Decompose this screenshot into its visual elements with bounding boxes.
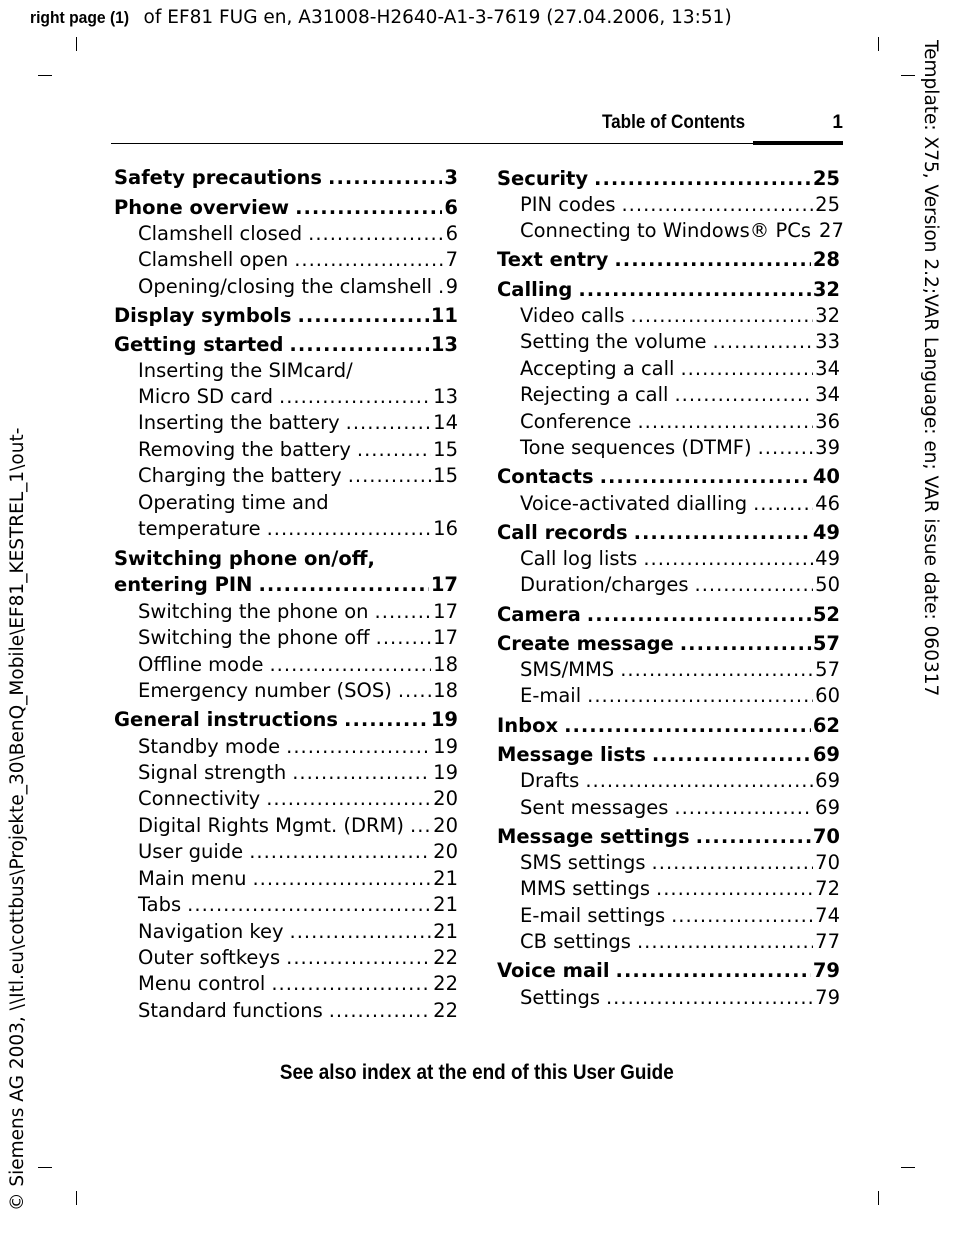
toc-entry-page: 57 — [815, 658, 840, 681]
toc-entry[interactable] — [138, 222, 458, 246]
toc-entry-page: 72 — [815, 877, 840, 900]
toc-entry-title: Signal strength — [138, 761, 287, 784]
toc-entry-title: Removing the battery — [138, 438, 351, 461]
toc-leader-dots — [357, 438, 431, 462]
toc-entry-title: Switching the phone on — [138, 600, 369, 623]
toc-entry-title: Message settings — [497, 825, 690, 848]
toc-entry-title: MMS settings — [520, 877, 650, 900]
toc-entry-title: Camera — [497, 603, 581, 626]
print-header-info: of EF81 FUG en, A31008-H2640-A1-3-7619 (27.04.2006, 13:51) — [137, 7, 732, 28]
toc-leader-dots — [564, 714, 811, 738]
toc-leader-dots — [252, 867, 431, 891]
toc-entry[interactable] — [520, 904, 840, 928]
toc-entry-page: 19 — [433, 735, 458, 758]
toc-entry[interactable] — [114, 708, 458, 732]
toc-entry-title: Opening/closing the clamshell — [138, 275, 433, 298]
toc-entry-page: 57 — [812, 632, 840, 655]
toc-entry[interactable] — [520, 796, 840, 820]
toc-entry-page: 69 — [815, 796, 840, 819]
toc-entry-title: SMS settings — [520, 851, 646, 874]
toc-entry-title: Conference — [520, 410, 632, 433]
toc-entry-page: 13 — [430, 333, 458, 356]
toc-leader-dots — [344, 708, 429, 732]
crop-mark — [901, 1167, 915, 1168]
toc-leader-dots — [652, 743, 811, 767]
copyright-path: © Siemens AG 2003, \\Itl.eu\cottbus\Projekte_30\BenQ_Mobile\EF81_KESTREL_1\out- — [7, 427, 28, 1211]
toc-entry-title: temperature — [138, 517, 261, 540]
toc-entry-title: Display symbols — [114, 304, 292, 327]
toc-entry[interactable] — [497, 603, 840, 627]
toc-entry-title: Operating time and — [138, 491, 329, 514]
toc-entry[interactable] — [497, 959, 840, 983]
toc-leader-dots — [614, 248, 810, 272]
toc-entry[interactable] — [138, 385, 458, 409]
toc-entry-title: Call log lists — [520, 547, 638, 570]
toc-entry[interactable] — [114, 166, 458, 190]
toc-leader-dots — [631, 304, 814, 328]
toc-entry-title: Video calls — [520, 304, 625, 327]
toc-entry-page: 33 — [815, 330, 840, 353]
toc-entry-title: Switching phone on/off, — [114, 547, 375, 570]
toc-leader-dots — [286, 735, 431, 759]
toc-entry-page: 28 — [812, 248, 840, 271]
toc-entry[interactable] — [138, 600, 458, 624]
toc-entry-page: 11 — [430, 304, 458, 327]
toc-entry-page: 22 — [433, 972, 458, 995]
toc-entry[interactable] — [520, 492, 840, 516]
toc-leader-dots — [674, 383, 813, 407]
toc-entry[interactable] — [138, 248, 458, 272]
toc-entry-title: Duration/charges — [520, 573, 689, 596]
toc-leader-dots — [346, 411, 432, 435]
toc-entry — [114, 547, 434, 571]
toc-entry-page: 52 — [812, 603, 840, 626]
toc-entry-title: Sent messages — [520, 796, 669, 819]
toc-entry-page: 49 — [815, 547, 840, 570]
toc-entry[interactable] — [114, 573, 458, 597]
toc-leader-dots — [620, 658, 813, 682]
toc-entry-title: SMS/MMS — [520, 658, 615, 681]
toc-leader-dots — [279, 385, 431, 409]
toc-entry-page: 79 — [815, 986, 840, 1009]
toc-entry-page: 17 — [433, 626, 458, 649]
toc-entry[interactable] — [497, 743, 840, 767]
toc-entry[interactable] — [138, 679, 458, 703]
toc-entry[interactable] — [138, 464, 458, 488]
toc-entry[interactable] — [114, 333, 458, 357]
toc-entry-title: E-mail settings — [520, 904, 666, 927]
toc-leader-dots — [249, 840, 431, 864]
toc-leader-dots — [587, 603, 811, 627]
toc-entry-page: 17 — [430, 573, 458, 596]
toc-entry[interactable] — [520, 851, 840, 875]
toc-leader-dots — [376, 626, 432, 650]
toc-entry-title: Settings — [520, 986, 600, 1009]
toc-entry-page: 69 — [812, 743, 840, 766]
toc-entry-page: 27 — [819, 219, 844, 242]
template-info: Template: X75, Version 2.2;VAR Language: en; VAR issue date: 060317 — [920, 40, 941, 697]
toc-entry-title: Inserting the SIMcard/ — [138, 359, 353, 382]
index-note-text: See also index at the end of this User Guide — [280, 1061, 674, 1084]
crop-mark — [901, 75, 915, 76]
toc-entry[interactable] — [520, 304, 840, 328]
toc-entry-title: Rejecting a call — [520, 383, 669, 406]
toc-entry-page: 21 — [433, 867, 458, 890]
toc-entry-page: 19 — [433, 761, 458, 784]
toc-entry-page: 15 — [433, 438, 458, 461]
toc-entry-title: Drafts — [520, 769, 580, 792]
toc-entry-page: 77 — [815, 930, 840, 953]
toc-entry-title: Offline mode — [138, 653, 264, 676]
toc-entry-title: Tabs — [138, 893, 182, 916]
toc-leader-dots — [348, 464, 431, 488]
toc-leader-dots — [643, 547, 813, 571]
toc-entry[interactable] — [114, 196, 458, 220]
toc-entry-page: 22 — [433, 999, 458, 1022]
toc-leader-dots — [696, 825, 811, 849]
toc-leader-dots — [695, 573, 814, 597]
toc-entry[interactable] — [520, 547, 840, 571]
toc-entry[interactable] — [520, 383, 840, 407]
toc-leader-dots — [329, 999, 431, 1023]
toc-entry-page: 21 — [433, 920, 458, 943]
toc-entry-page: 25 — [812, 167, 840, 190]
toc-entry-title: E-mail — [520, 684, 582, 707]
toc-entry-title: Switching the phone off — [138, 626, 370, 649]
toc-entry[interactable] — [520, 986, 840, 1010]
crop-mark — [38, 75, 52, 76]
toc-entry-page: 74 — [815, 904, 840, 927]
toc-leader-dots — [712, 330, 813, 354]
toc-entry[interactable] — [497, 714, 840, 738]
toc-entry-page: 34 — [815, 357, 840, 380]
toc-entry-title: Connecting to Windows® PCs — [520, 219, 812, 242]
toc-entry-title: Text entry — [497, 248, 609, 271]
toc-entry-page: 18 — [433, 679, 458, 702]
toc-entry-title: Digital Rights Mgmt. (DRM) — [138, 814, 404, 837]
toc-leader-dots — [671, 904, 813, 928]
crop-mark — [76, 1191, 77, 1205]
toc-entry[interactable] — [497, 825, 840, 849]
toc-entry-title: entering PIN — [114, 573, 253, 596]
toc-entry-page: 9 — [445, 275, 458, 298]
toc-leader-dots — [621, 193, 813, 217]
toc-entry[interactable] — [520, 219, 844, 243]
toc-entry-page: 20 — [433, 814, 458, 837]
toc-leader-dots — [297, 304, 428, 328]
toc-entry-title: Setting the volume — [520, 330, 707, 353]
toc-entry-title: CB settings — [520, 930, 631, 953]
toc-entry-title: Create message — [497, 632, 674, 655]
toc-entry[interactable] — [520, 573, 840, 597]
toc-entry[interactable] — [138, 867, 458, 891]
toc-leader-dots — [258, 573, 428, 597]
toc-entry[interactable] — [114, 304, 458, 328]
toc-entry-title: Phone overview — [114, 196, 290, 219]
toc-entry[interactable] — [520, 410, 840, 434]
toc-entry-title: Clamshell open — [138, 248, 289, 271]
toc-entry[interactable] — [138, 972, 458, 996]
toc-entry-page: 19 — [430, 708, 458, 731]
toc-entry-page: 20 — [433, 840, 458, 863]
toc-leader-dots — [594, 167, 811, 191]
toc-entry-page: 21 — [433, 893, 458, 916]
toc-entry-page: 17 — [433, 600, 458, 623]
toc-entry[interactable] — [520, 330, 840, 354]
page-number: 1 — [832, 112, 843, 133]
crop-mark — [76, 37, 77, 51]
toc-entry-title: Outer softkeys — [138, 946, 281, 969]
toc-entry-title: Emergency number (SOS) — [138, 679, 392, 702]
toc-entry-page: 3 — [444, 166, 458, 189]
crop-mark — [878, 1191, 879, 1205]
toc-entry-page: 32 — [812, 278, 840, 301]
toc-leader-dots — [438, 275, 444, 299]
toc-leader-dots — [753, 492, 813, 516]
crop-mark — [38, 1167, 52, 1168]
toc-leader-dots — [290, 920, 432, 944]
toc-entry[interactable] — [497, 632, 840, 656]
toc-leader-dots — [328, 166, 442, 190]
toc-leader-dots — [266, 787, 431, 811]
toc-entry-page: 39 — [815, 436, 840, 459]
toc-entry-title: Voice mail — [497, 959, 610, 982]
toc-entry-page: 6 — [445, 222, 458, 245]
toc-entry-page: 16 — [433, 517, 458, 540]
toc-entry — [138, 359, 458, 383]
toc-leader-dots — [585, 769, 813, 793]
toc-entry[interactable] — [138, 893, 458, 917]
toc-entry-title: Standard functions — [138, 999, 323, 1022]
toc-entry[interactable] — [138, 653, 458, 677]
toc-leader-dots — [600, 465, 811, 489]
toc-leader-dots — [637, 930, 813, 954]
toc-leader-dots — [656, 877, 813, 901]
toc-entry-title: PIN codes — [520, 193, 616, 216]
toc-entry-page: 70 — [812, 825, 840, 848]
toc-entry[interactable] — [520, 658, 840, 682]
toc-entry-page: 14 — [433, 411, 458, 434]
toc-leader-dots — [674, 796, 813, 820]
print-header-page: right page (1) — [30, 8, 130, 27]
toc-entry-page: 60 — [815, 684, 840, 707]
toc-leader-dots — [267, 517, 432, 541]
toc-entry[interactable] — [138, 840, 458, 864]
toc-entry-page: 25 — [815, 193, 840, 216]
toc-entry-title: Accepting a call — [520, 357, 675, 380]
toc-entry[interactable] — [138, 920, 458, 944]
toc-entry[interactable] — [520, 684, 840, 708]
toc-leader-dots — [398, 679, 431, 703]
toc-leader-dots — [578, 278, 810, 302]
toc-entry[interactable] — [138, 626, 458, 650]
toc-entry[interactable] — [138, 999, 458, 1023]
toc-entry-title: Connectivity — [138, 787, 261, 810]
toc-leader-dots — [289, 333, 428, 357]
toc-entry-title: Call records — [497, 521, 628, 544]
section-heading: Table of Contents — [602, 112, 746, 133]
toc-leader-dots — [634, 521, 811, 545]
toc-leader-dots — [606, 986, 813, 1010]
toc-entry-page: 79 — [812, 959, 840, 982]
toc-leader-dots — [294, 248, 443, 272]
toc-entry-page: 6 — [444, 196, 458, 219]
toc-entry-title: Charging the battery — [138, 464, 342, 487]
toc-entry-title: Voice-activated dialling — [520, 492, 748, 515]
toc-leader-dots — [680, 357, 813, 381]
toc-entry-title: Main menu — [138, 867, 247, 890]
toc-entry-page: 49 — [812, 521, 840, 544]
toc-entry[interactable] — [520, 877, 840, 901]
toc-leader-dots — [286, 946, 431, 970]
toc-entry-page: 7 — [445, 248, 458, 271]
toc-entry-page: 36 — [815, 410, 840, 433]
toc-entry — [138, 491, 458, 515]
toc-leader-dots — [271, 972, 431, 996]
toc-entry-title: Inbox — [497, 714, 559, 737]
toc-entry-page: 18 — [433, 653, 458, 676]
toc-entry[interactable] — [138, 946, 458, 970]
toc-entry-title: Clamshell closed — [138, 222, 303, 245]
toc-entry-title: Security — [497, 167, 589, 190]
toc-entry[interactable] — [497, 521, 840, 545]
toc-entry[interactable] — [520, 357, 840, 381]
toc-entry-page: 70 — [815, 851, 840, 874]
toc-entry-page: 20 — [433, 787, 458, 810]
header-rule — [111, 143, 843, 144]
toc-entry[interactable] — [520, 769, 840, 793]
toc-entry-page: 50 — [815, 573, 840, 596]
toc-leader-dots — [269, 653, 431, 677]
index-note — [0, 1061, 954, 1085]
toc-leader-dots — [410, 814, 431, 838]
toc-entry-title: User guide — [138, 840, 244, 863]
toc-leader-dots — [587, 684, 813, 708]
toc-entry-page: 32 — [815, 304, 840, 327]
toc-entry[interactable] — [138, 787, 458, 811]
toc-entry[interactable] — [520, 436, 840, 460]
toc-leader-dots — [292, 761, 431, 785]
toc-entry-page: 46 — [815, 492, 840, 515]
toc-entry-title: Getting started — [114, 333, 284, 356]
toc-entry[interactable] — [138, 814, 458, 838]
toc-entry-title: Standby mode — [138, 735, 281, 758]
toc-entry[interactable] — [520, 930, 840, 954]
toc-entry[interactable] — [497, 248, 840, 272]
toc-leader-dots — [637, 410, 813, 434]
toc-entry-page: 22 — [433, 946, 458, 969]
toc-leader-dots — [680, 632, 811, 656]
toc-leader-dots — [758, 436, 814, 460]
toc-entry[interactable] — [520, 193, 840, 217]
toc-entry-title: Calling — [497, 278, 573, 301]
toc-entry-page: 13 — [433, 385, 458, 408]
toc-leader-dots — [652, 851, 814, 875]
toc-entry[interactable] — [138, 438, 458, 462]
toc-leader-dots — [616, 959, 811, 983]
toc-entry[interactable] — [497, 465, 840, 489]
toc-entry-title: Safety precautions — [114, 166, 323, 189]
toc-entry-title: Tone sequences (DTMF) — [520, 436, 752, 459]
header-rule-accent — [753, 141, 843, 145]
toc-entry[interactable] — [138, 411, 458, 435]
toc-entry[interactable] — [138, 735, 458, 759]
toc-entry[interactable] — [138, 761, 458, 785]
toc-leader-dots — [295, 196, 442, 220]
toc-entry-page: 15 — [433, 464, 458, 487]
toc-entry-title: Message lists — [497, 743, 646, 766]
toc-leader-dots — [375, 600, 432, 624]
toc-entry[interactable] — [138, 517, 458, 541]
toc-entry[interactable] — [497, 278, 840, 302]
toc-entry-page: 34 — [815, 383, 840, 406]
toc-entry-title: Contacts — [497, 465, 594, 488]
toc-entry[interactable] — [497, 167, 840, 191]
crop-mark — [878, 37, 879, 51]
toc-leader-dots — [308, 222, 443, 246]
toc-entry-title: General instructions — [114, 708, 339, 731]
toc-entry-title: Micro SD card — [138, 385, 273, 408]
toc-entry-page: 62 — [812, 714, 840, 737]
print-header — [30, 7, 732, 28]
toc-entry-page: 40 — [812, 465, 840, 488]
toc-entry-page: 69 — [815, 769, 840, 792]
toc-entry-title: Menu control — [138, 972, 266, 995]
toc-entry-title: Navigation key — [138, 920, 284, 943]
toc-entry[interactable] — [138, 275, 458, 299]
toc-entry-title: Inserting the battery — [138, 411, 340, 434]
toc-leader-dots — [187, 893, 431, 917]
